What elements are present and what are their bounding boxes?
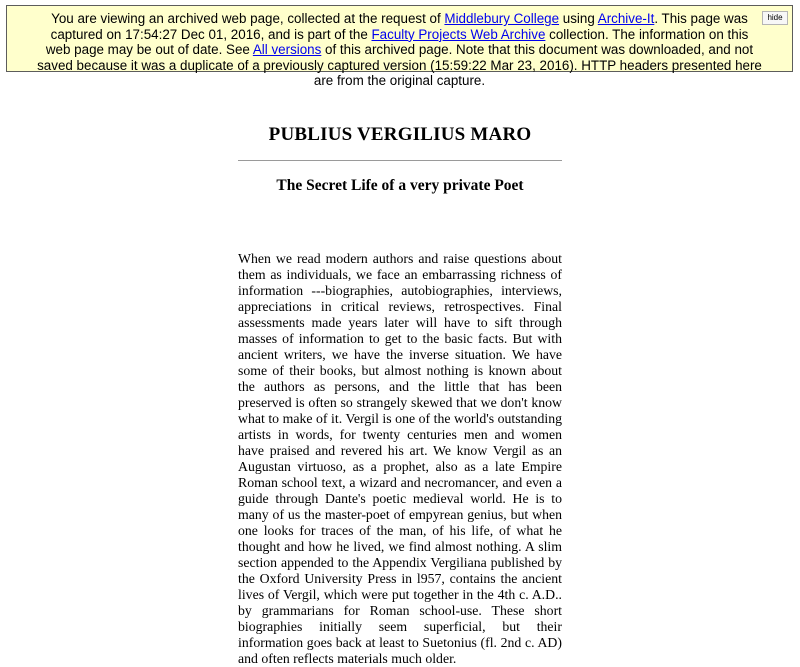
banner-text-4: collection. The information on this web page may be out of date. See: [45, 26, 749, 57]
banner-text-3: . This page was captured on 17:54:27 Dec 01, 2016, and is part of the: [50, 11, 748, 42]
hide-banner-button[interactable]: hide: [762, 11, 788, 25]
middlebury-college-link[interactable]: Middlebury College: [444, 11, 560, 26]
banner-text-1: You are viewing an archived web page, collected at the request of: [51, 11, 445, 26]
archive-it-link[interactable]: Archive-It: [597, 11, 655, 26]
title-divider: [238, 160, 562, 161]
all-versions-link[interactable]: All versions: [252, 42, 322, 57]
faculty-projects-archive-link[interactable]: Faculty Projects Web Archive: [371, 26, 546, 42]
banner-text-2: using: [559, 11, 598, 26]
article-subtitle: The Secret Life of a very private Poet: [276, 177, 524, 194]
article-paragraph: When we read modern authors and raise questions about them as individuals, we face an embarrassing richness of information ---biographies, autobiographies, interviews, appreciations in critical reviews, retrospectives. Final assessments made years later will have to sift through masses of information to get to the basic facts. But with ancient writers, we have the inverse situation. We have some of their books, but almost nothing is known about the authors as persons, and the little that has been preserved is often so strangely skewed that we don't know what to make of it. Vergil is one of the world's outstanding artists in words, for twenty centuries men and women have praised and revered his art. We know Vergil as an Augustan virtuoso, as a prophet, also as a late Empire Roman school text, a wizard and necromancer, and even a guide through Dante's poetic medieval world. He is to many of us the master-poet of empyrean genius, but when one looks for traces of the man, of his life, of what he thought and how he lived, we find almost nothing. A slim section appended to the Appendix Vergiliana published by the Oxford University Press in l957, contains the ancient lives of Vergil, which were put together in the 4th c. A.D.. by grammarians for Roman school-use. These short biographies initially seem superficial, but their information goes back at least to Suetonius (fl. 2nd c. AD) and often reflects materials much older.: [238, 251, 562, 666]
banner-text-5: of this archived page. Note that this document was downloaded, and not saved because it was a duplicate of a previously captured version (15:59:22 Mar 23, 2016). HTTP headers presented here are from the original capture.: [37, 42, 762, 88]
page-title: PUBLIUS VERGILIUS MARO: [268, 124, 532, 145]
archive-notice-banner: [6, 5, 793, 88]
